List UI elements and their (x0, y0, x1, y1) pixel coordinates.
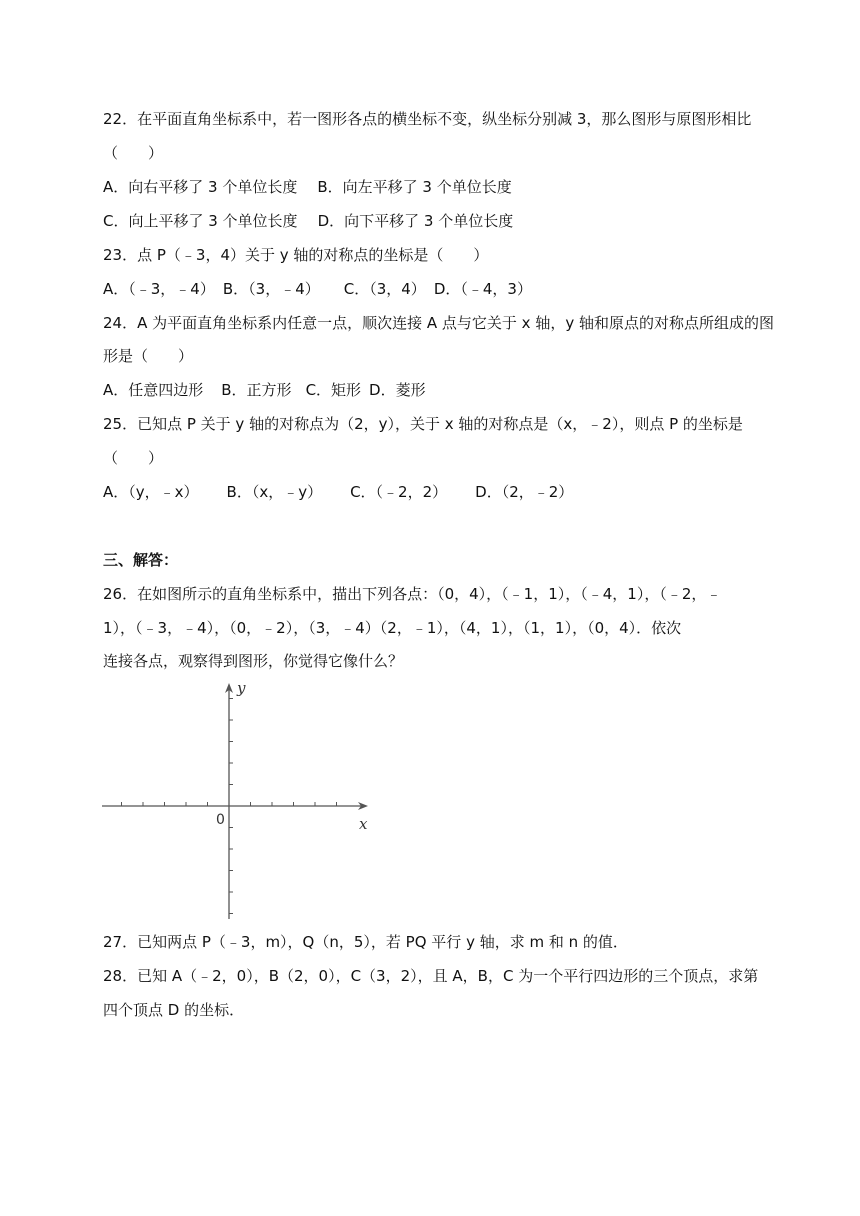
q22-stem-line2: （ ） (103, 144, 164, 162)
q22-options-row1 (103, 177, 512, 197)
q28-stem-line2: 四个顶点 D 的坐标． (103, 1001, 245, 1019)
q22-option-c: C．向上平移了 3 个单位长度 (103, 212, 298, 230)
q25-options (103, 482, 573, 502)
question-27: 27．已知两点 P（﹣3，m），Q（n，5），若 PQ 平行 y 轴，求 m 和 n 的值． (103, 933, 628, 951)
q25-option-c: C．（﹣2，2） (350, 483, 448, 501)
q25-option-a: A．（y，﹣x） (103, 483, 199, 501)
q23-option-b: B．（3，﹣4） (222, 280, 320, 298)
q26-stem-line1: 26．在如图所示的直角坐标系中，描出下列各点：（0，4），（﹣1，1），（﹣4，1），（﹣2，﹣ (103, 585, 722, 603)
q24-stem-line2: 形是（ ） (103, 347, 194, 365)
y-axis-label: y (237, 679, 246, 697)
q22-options-row2 (103, 211, 513, 231)
q26-stem-line3: 连接各点，观察得到图形，你觉得它像什么？ (103, 652, 404, 670)
q25-option-d: D．（2，﹣2） (475, 483, 574, 501)
q26-stem-line2: 1），（﹣3，﹣4），（0，﹣2），（3，﹣4）（2，﹣1），（4，1），（1，1），（0，4）．依次 (103, 619, 682, 637)
q22-option-d: D．向下平移了 3 个单位长度 (317, 212, 514, 230)
q24-option-d: D．菱形 (369, 381, 426, 399)
x-axis-label: x (359, 815, 368, 833)
q24-option-a: A．任意四边形 (103, 381, 204, 399)
q25-stem-line1: 25．已知点 P 关于 y 轴的对称点为（2，y），关于 x 轴的对称点是（x，﹣2），则点 P 的坐标是 (103, 415, 743, 433)
origin-label: 0 (216, 812, 225, 828)
q23-option-c: C．（3，4） (343, 280, 426, 298)
q24-option-c: C．矩形 (305, 381, 362, 399)
q25-stem-line2: （ ） (103, 449, 164, 467)
q23-option-d: D．（﹣4，3） (433, 280, 532, 298)
q22-option-b: B．向左平移了 3 个单位长度 (317, 178, 512, 196)
q22-stem-line1: 22．在平面直角坐标系中，若一图形各点的横坐标不变，纵坐标分别减 3，那么图形与原图形相比 (103, 110, 752, 128)
q28-stem-line1: 28．已知 A（﹣2，0），B（2，0），C（3，2），且 A，B，C 为一个平行四边形的三个顶点，求第 (103, 967, 759, 985)
q25-option-b: B．（x，﹣y） (226, 483, 323, 501)
section-heading: 三、解答： (103, 551, 179, 569)
q23-option-a: A．（﹣3，﹣4） (103, 280, 215, 298)
q24-options (103, 380, 426, 400)
q24-option-b: B．正方形 (221, 381, 292, 399)
figure-background (100, 677, 375, 922)
q23-options (103, 279, 532, 299)
q22-option-a: A．向右平移了 3 个单位长度 (103, 178, 298, 196)
coordinate-figure (100, 677, 375, 922)
q23-stem: 23．点 P（﹣3，4）关于 y 轴的对称点的坐标是（ ） (103, 246, 489, 264)
q24-stem-line1: 24．A 为平面直角坐标系内任意一点，顺次连接 A 点与它关于 x 轴，y 轴和原点的对称点所组成的图 (103, 314, 774, 332)
